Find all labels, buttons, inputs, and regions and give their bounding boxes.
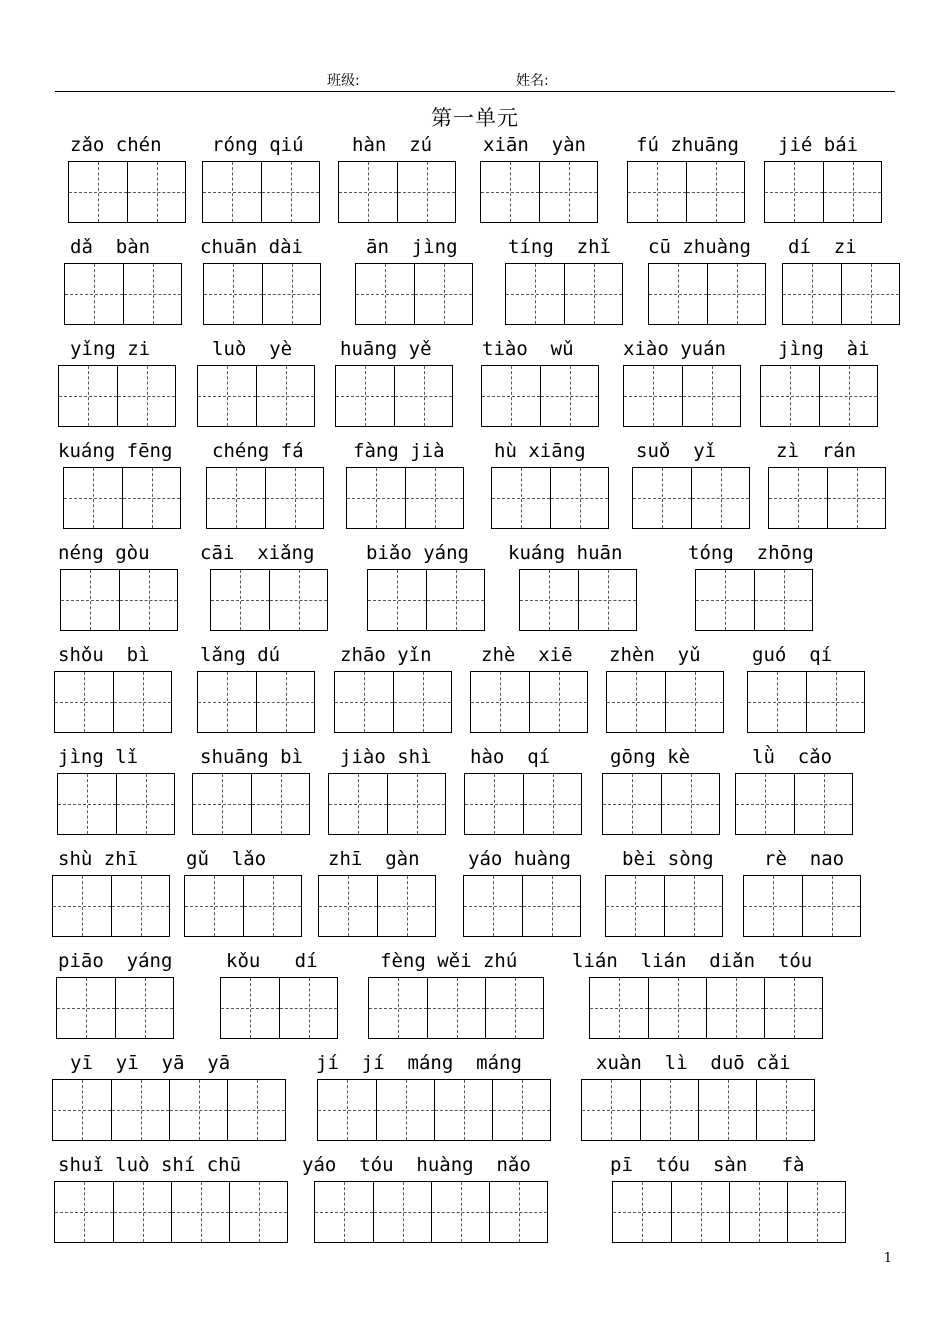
writing-grid	[735, 773, 853, 835]
tianzige-cell[interactable]	[624, 366, 682, 426]
tianzige-cell[interactable]	[640, 1080, 698, 1140]
writing-grid	[318, 875, 436, 937]
tianzige-cell[interactable]	[707, 264, 765, 324]
vocab-row	[0, 235, 950, 337]
vocab-row	[0, 439, 950, 541]
writing-grid	[743, 875, 861, 937]
header-rule	[55, 91, 895, 92]
tianzige-cell[interactable]	[376, 1080, 434, 1140]
tianzige-cell[interactable]	[64, 468, 122, 528]
tianzige-cell[interactable]	[649, 264, 707, 324]
tianzige-cell[interactable]	[119, 570, 177, 630]
writing-grid	[335, 365, 453, 427]
tianzige-cell[interactable]	[262, 264, 320, 324]
writing-grid	[355, 263, 473, 325]
writing-grid	[58, 365, 176, 427]
tianzige-cell[interactable]	[664, 876, 722, 936]
vocab-row	[0, 1153, 950, 1255]
vocab-row	[0, 1051, 950, 1153]
tianzige-cell[interactable]	[787, 1182, 845, 1242]
writing-grid	[52, 875, 170, 937]
tianzige-cell[interactable]	[539, 162, 597, 222]
tianzige-cell[interactable]	[802, 876, 860, 936]
vocab-row	[0, 337, 950, 439]
pinyin-label: tóng zhōng	[688, 542, 814, 564]
pinyin-label: zì rán	[776, 440, 857, 462]
tianzige-cell[interactable]	[335, 672, 393, 732]
tianzige-cell[interactable]	[794, 774, 852, 834]
tianzige-cell[interactable]	[269, 570, 327, 630]
tianzige-cell[interactable]	[520, 570, 578, 630]
writing-grid	[210, 569, 328, 631]
tianzige-cell[interactable]	[387, 774, 445, 834]
tianzige-cell[interactable]	[682, 366, 740, 426]
pinyin-label: yǐng zi	[70, 338, 151, 360]
pinyin-label: zhèn yǔ	[609, 644, 701, 666]
tianzige-cell[interactable]	[522, 876, 580, 936]
tianzige-cell[interactable]	[481, 162, 539, 222]
writing-grid	[368, 977, 544, 1039]
tianzige-cell[interactable]	[221, 978, 279, 1038]
pinyin-label: xiào yuán	[623, 338, 726, 360]
writing-grid	[367, 569, 485, 631]
tianzige-cell[interactable]	[671, 1182, 729, 1242]
writing-grid	[317, 1079, 551, 1141]
tianzige-cell[interactable]	[729, 1182, 787, 1242]
writing-grid	[505, 263, 623, 325]
tianzige-cell[interactable]	[464, 876, 522, 936]
writing-grid	[334, 671, 452, 733]
tianzige-cell[interactable]	[227, 1080, 285, 1140]
pinyin-label: jí jí máng máng	[316, 1052, 522, 1074]
writing-grid	[56, 977, 174, 1039]
writing-grid	[768, 467, 886, 529]
tianzige-cell[interactable]	[373, 1182, 431, 1242]
pinyin-label: chéng fá	[212, 440, 304, 462]
writing-grid	[481, 365, 599, 427]
pinyin-label: kǒu dí	[226, 950, 318, 972]
pinyin-label: bèi sòng	[622, 848, 714, 870]
tianzige-cell[interactable]	[427, 978, 485, 1038]
tianzige-cell[interactable]	[65, 264, 123, 324]
pinyin-label: fú zhuāng	[636, 134, 739, 156]
tianzige-cell[interactable]	[492, 468, 550, 528]
pinyin-label: cāi xiǎng	[200, 542, 315, 564]
writing-grid	[627, 161, 745, 223]
pinyin-label: jiào shì	[340, 746, 432, 768]
tianzige-cell[interactable]	[648, 978, 706, 1038]
tianzige-cell[interactable]	[426, 570, 484, 630]
tianzige-cell[interactable]	[171, 1182, 229, 1242]
pinyin-label: rè nao	[764, 848, 845, 870]
pinyin-label: yáo tóu huàng nǎo	[302, 1154, 531, 1176]
pinyin-label: dí zi	[788, 236, 857, 258]
tianzige-cell[interactable]	[691, 468, 749, 528]
tianzige-cell[interactable]	[665, 672, 723, 732]
tianzige-cell[interactable]	[198, 672, 256, 732]
pinyin-label: tíng zhǐ	[508, 236, 611, 258]
tianzige-cell[interactable]	[55, 1182, 113, 1242]
pinyin-label: suǒ yǐ	[636, 440, 717, 462]
pinyin-label: jìng lǐ	[58, 746, 139, 768]
tianzige-cell[interactable]	[393, 672, 451, 732]
writing-grid	[464, 773, 582, 835]
pinyin-label: cū zhuàng	[648, 236, 751, 258]
writing-grid	[338, 161, 456, 223]
writing-grid	[184, 875, 302, 937]
tianzige-cell[interactable]	[211, 570, 269, 630]
writing-grid	[648, 263, 766, 325]
tianzige-cell[interactable]	[207, 468, 265, 528]
pinyin-label: fàng jià	[353, 440, 445, 462]
pinyin-label: guó qí	[752, 644, 833, 666]
writing-grid	[63, 467, 181, 529]
tianzige-cell[interactable]	[783, 264, 841, 324]
tianzige-cell[interactable]	[736, 774, 794, 834]
tianzige-cell[interactable]	[261, 162, 319, 222]
tianzige-cell[interactable]	[256, 366, 314, 426]
tianzige-cell[interactable]	[58, 774, 116, 834]
tianzige-cell[interactable]	[756, 1080, 814, 1140]
tianzige-cell[interactable]	[251, 774, 309, 834]
pinyin-label: gōng kè	[610, 746, 691, 768]
writing-grid	[632, 467, 750, 529]
writing-grid	[480, 161, 598, 223]
writing-grid	[470, 671, 588, 733]
tianzige-cell[interactable]	[115, 978, 173, 1038]
pinyin-label: kuáng huān	[508, 542, 623, 564]
tianzige-cell[interactable]	[397, 162, 455, 222]
tianzige-cell[interactable]	[336, 366, 394, 426]
pinyin-label: lǜ cǎo	[752, 746, 833, 768]
writing-grid	[197, 365, 315, 427]
writing-grid	[202, 161, 320, 223]
tianzige-cell[interactable]	[368, 570, 426, 630]
pinyin-label: lián lián diǎn tóu	[572, 950, 813, 972]
page-title: 第一单元	[431, 106, 519, 130]
tianzige-cell[interactable]	[329, 774, 387, 834]
writing-grid	[602, 773, 720, 835]
tianzige-cell[interactable]	[59, 366, 117, 426]
tianzige-cell[interactable]	[765, 162, 823, 222]
pinyin-label: lǎng dú	[200, 644, 281, 666]
pinyin-label: jié bái	[778, 134, 859, 156]
tianzige-cell[interactable]	[485, 978, 543, 1038]
vocab-row	[0, 745, 950, 847]
writing-grid	[519, 569, 637, 631]
tianzige-cell[interactable]	[606, 876, 664, 936]
writing-grid	[64, 263, 182, 325]
tianzige-cell[interactable]	[203, 162, 261, 222]
pinyin-label: shǒu bì	[58, 644, 150, 666]
tianzige-cell[interactable]	[319, 876, 377, 936]
writing-grid	[605, 875, 723, 937]
writing-grid	[220, 977, 338, 1039]
pinyin-label: luò yè	[212, 338, 293, 360]
vocab-row	[0, 541, 950, 643]
writing-grid	[57, 773, 175, 835]
tianzige-cell[interactable]	[465, 774, 523, 834]
pinyin-label: yáo huàng	[468, 848, 571, 870]
tianzige-cell[interactable]	[806, 672, 864, 732]
pinyin-label: shuǐ luò shí chū	[58, 1154, 242, 1176]
tianzige-cell[interactable]	[315, 1182, 373, 1242]
tianzige-cell[interactable]	[339, 162, 397, 222]
tianzige-cell[interactable]	[61, 570, 119, 630]
tianzige-cell[interactable]	[318, 1080, 376, 1140]
tianzige-cell[interactable]	[169, 1080, 227, 1140]
tianzige-cell[interactable]	[698, 1080, 756, 1140]
pinyin-label: xiān yàn	[483, 134, 586, 156]
writing-grid	[192, 773, 310, 835]
tianzige-cell[interactable]	[471, 672, 529, 732]
writing-grid	[581, 1079, 815, 1141]
pinyin-label: huāng yě	[340, 338, 432, 360]
writing-grid	[54, 1181, 288, 1243]
pinyin-label: shuāng bì	[200, 746, 303, 768]
pinyin-label: hào qí	[470, 746, 551, 768]
tianzige-cell[interactable]	[506, 264, 564, 324]
tianzige-cell[interactable]	[823, 162, 881, 222]
tianzige-cell[interactable]	[764, 978, 822, 1038]
tianzige-cell[interactable]	[394, 366, 452, 426]
tianzige-cell[interactable]	[529, 672, 587, 732]
tianzige-cell[interactable]	[243, 876, 301, 936]
writing-grid	[197, 671, 315, 733]
tianzige-cell[interactable]	[590, 978, 648, 1038]
tianzige-cell[interactable]	[347, 468, 405, 528]
vocab-row	[0, 949, 950, 1051]
writing-grid	[463, 875, 581, 937]
tianzige-cell[interactable]	[819, 366, 877, 426]
pinyin-label: xuàn lì duō cǎi	[596, 1052, 791, 1074]
vocab-row	[0, 133, 950, 235]
tianzige-cell[interactable]	[193, 774, 251, 834]
pinyin-label: hù xiāng	[494, 440, 586, 462]
tianzige-cell[interactable]	[204, 264, 262, 324]
writing-grid	[203, 263, 321, 325]
tianzige-cell[interactable]	[57, 978, 115, 1038]
tianzige-cell[interactable]	[111, 1080, 169, 1140]
tianzige-cell[interactable]	[696, 570, 754, 630]
tianzige-cell[interactable]	[582, 1080, 640, 1140]
writing-grid	[491, 467, 609, 529]
tianzige-cell[interactable]	[827, 468, 885, 528]
tianzige-cell[interactable]	[686, 162, 744, 222]
pinyin-label: pī tóu sàn fà	[610, 1154, 805, 1176]
pinyin-label: tiào wǔ	[482, 338, 574, 360]
tianzige-cell[interactable]	[127, 162, 185, 222]
tianzige-cell[interactable]	[523, 774, 581, 834]
tianzige-cell[interactable]	[744, 876, 802, 936]
tianzige-cell[interactable]	[841, 264, 899, 324]
writing-grid	[60, 569, 178, 631]
tianzige-cell[interactable]	[123, 264, 181, 324]
tianzige-cell[interactable]	[113, 672, 171, 732]
pinyin-label: néng gòu	[58, 542, 150, 564]
tianzige-cell[interactable]	[356, 264, 414, 324]
tianzige-cell[interactable]	[198, 366, 256, 426]
writing-grid	[695, 569, 813, 631]
writing-grid	[747, 671, 865, 733]
tianzige-cell[interactable]	[540, 366, 598, 426]
pinyin-label: hàn zú	[352, 134, 433, 156]
tianzige-cell[interactable]	[185, 876, 243, 936]
tianzige-cell[interactable]	[434, 1080, 492, 1140]
tianzige-cell[interactable]	[492, 1080, 550, 1140]
writing-grid	[328, 773, 446, 835]
tianzige-cell[interactable]	[661, 774, 719, 834]
tianzige-cell[interactable]	[265, 468, 323, 528]
tianzige-cell[interactable]	[613, 1182, 671, 1242]
pinyin-label: jìng ài	[778, 338, 870, 360]
tianzige-cell[interactable]	[69, 162, 127, 222]
tianzige-cell[interactable]	[754, 570, 812, 630]
pinyin-label: gǔ lǎo	[186, 848, 267, 870]
tianzige-cell[interactable]	[53, 1080, 111, 1140]
tianzige-cell[interactable]	[564, 264, 622, 324]
pinyin-label: shù zhī	[58, 848, 139, 870]
tianzige-cell[interactable]	[377, 876, 435, 936]
writing-grid	[764, 161, 882, 223]
tianzige-cell[interactable]	[279, 978, 337, 1038]
writing-grid	[68, 161, 186, 223]
pinyin-label: biǎo yáng	[366, 542, 469, 564]
name-label: 姓名:	[516, 73, 549, 89]
writing-grid	[606, 671, 724, 733]
tianzige-cell[interactable]	[628, 162, 686, 222]
writing-grid	[314, 1181, 548, 1243]
pinyin-label: yī yī yā yā	[70, 1052, 231, 1074]
pinyin-label: zǎo chén	[70, 134, 162, 156]
tianzige-cell[interactable]	[111, 876, 169, 936]
tianzige-cell[interactable]	[550, 468, 608, 528]
class-label: 班级:	[327, 73, 360, 89]
vocab-row	[0, 847, 950, 949]
tianzige-cell[interactable]	[607, 672, 665, 732]
pinyin-label: fèng wěi zhú	[380, 950, 518, 972]
tianzige-cell[interactable]	[53, 876, 111, 936]
tianzige-cell[interactable]	[117, 366, 175, 426]
pinyin-label: kuáng fēng	[58, 440, 173, 462]
tianzige-cell[interactable]	[706, 978, 764, 1038]
tianzige-cell[interactable]	[633, 468, 691, 528]
tianzige-cell[interactable]	[431, 1182, 489, 1242]
tianzige-cell[interactable]	[769, 468, 827, 528]
tianzige-cell[interactable]	[603, 774, 661, 834]
tianzige-cell[interactable]	[578, 570, 636, 630]
tianzige-cell[interactable]	[55, 672, 113, 732]
writing-grid	[612, 1181, 846, 1243]
writing-grid	[54, 671, 172, 733]
writing-grid	[589, 977, 823, 1039]
pinyin-label: dǎ bàn	[70, 236, 151, 258]
tianzige-cell[interactable]	[761, 366, 819, 426]
tianzige-cell[interactable]	[482, 366, 540, 426]
writing-grid	[206, 467, 324, 529]
tianzige-cell[interactable]	[489, 1182, 547, 1242]
tianzige-cell[interactable]	[369, 978, 427, 1038]
tianzige-cell[interactable]	[256, 672, 314, 732]
writing-grid	[760, 365, 878, 427]
tianzige-cell[interactable]	[229, 1182, 287, 1242]
pinyin-label: zhāo yǐn	[340, 644, 432, 666]
pinyin-label: ān jìng	[366, 236, 458, 258]
writing-grid	[346, 467, 464, 529]
tianzige-cell[interactable]	[414, 264, 472, 324]
writing-grid	[52, 1079, 286, 1141]
writing-grid	[782, 263, 900, 325]
tianzige-cell[interactable]	[405, 468, 463, 528]
tianzige-cell[interactable]	[122, 468, 180, 528]
pinyin-label: chuān dài	[200, 236, 303, 258]
tianzige-cell[interactable]	[116, 774, 174, 834]
vocab-row	[0, 643, 950, 745]
tianzige-cell[interactable]	[748, 672, 806, 732]
page-number: 1	[883, 1251, 892, 1266]
writing-grid	[623, 365, 741, 427]
pinyin-label: róng qiú	[212, 134, 304, 156]
pinyin-label: zhī gàn	[328, 848, 420, 870]
pinyin-label: zhè xiē	[481, 644, 573, 666]
pinyin-label: piāo yáng	[58, 950, 173, 972]
tianzige-cell[interactable]	[113, 1182, 171, 1242]
